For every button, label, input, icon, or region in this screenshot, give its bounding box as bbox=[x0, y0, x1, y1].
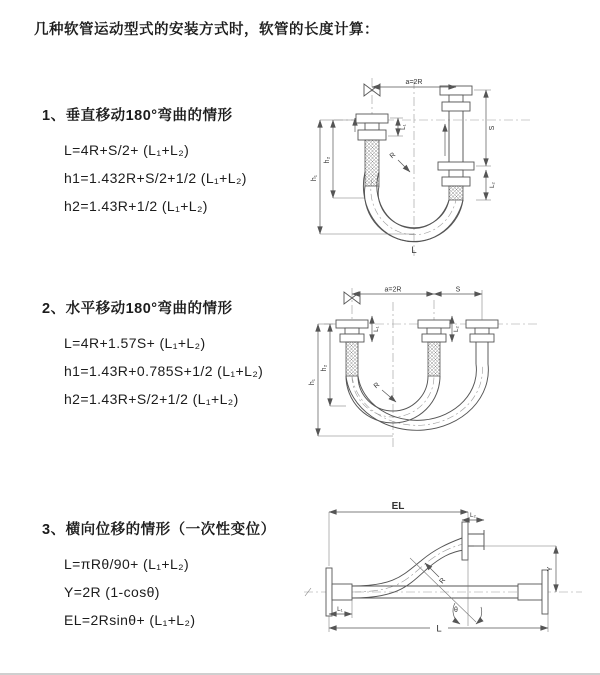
original-position-pipe bbox=[352, 570, 548, 614]
dim-label-width: a=2R bbox=[384, 286, 402, 294]
shifted-end-fitting bbox=[466, 320, 498, 364]
dim-label-l2: L₂ bbox=[470, 512, 476, 519]
angle-construction bbox=[410, 512, 482, 626]
centerlines bbox=[334, 78, 532, 256]
dim-label-length: L bbox=[436, 623, 442, 635]
left-end-fitting bbox=[356, 114, 388, 186]
formula-y: Y=2R (1-cosθ) bbox=[64, 584, 160, 600]
right-end-fitting bbox=[438, 86, 474, 200]
dim-label-h1: h₁ bbox=[309, 378, 316, 386]
dim-label-radius: R bbox=[388, 151, 398, 161]
formula-h2: h2=1.43R+1/2 (L₁+L₂) bbox=[64, 198, 208, 214]
dim-label-radius: R bbox=[372, 381, 382, 391]
dim-label-stroke: S bbox=[489, 125, 496, 131]
formula-h1: h1=1.43R+0.785S+1/2 (L₁+L₂) bbox=[64, 363, 264, 379]
formula-el: EL=2Rsinθ+ (L₁+L₂) bbox=[64, 612, 196, 628]
diagram-horizontal-180-bend bbox=[306, 286, 588, 454]
dim-label-theta: θ bbox=[454, 607, 458, 614]
section-3 bbox=[42, 518, 276, 634]
dim-label-h2: h₂ bbox=[321, 364, 328, 372]
dim-label-el: EL bbox=[391, 501, 405, 512]
formula-h2: h2=1.43R+S/2+1/2 (L₁+L₂) bbox=[64, 391, 239, 407]
formula-h1: h1=1.432R+S/2+1/2 (L₁+L₂) bbox=[64, 170, 247, 186]
page-title: 几种软管运动型式的安装方式时，软管的长度计算： bbox=[34, 22, 379, 38]
middle-end-fitting bbox=[418, 320, 450, 376]
dim-label-l1: L₁ bbox=[400, 124, 407, 130]
formula-length: L=πRθ/90+ (L₁+L₂) bbox=[64, 556, 190, 572]
section-2-formulas bbox=[64, 329, 263, 413]
diagram-lateral-displacement bbox=[298, 500, 588, 640]
dim-label-l2: L₂ bbox=[453, 326, 460, 332]
dim-label-l1: L₁ bbox=[337, 606, 343, 613]
dim-label-y: Y bbox=[547, 566, 554, 572]
section-3-heading: 3、横向位移的情形（一次性变位） bbox=[42, 522, 276, 538]
dim-label-l1: L₁ bbox=[373, 326, 380, 332]
section-2 bbox=[42, 297, 263, 413]
section-2-heading: 2、水平移动180°弯曲的情形 bbox=[42, 301, 233, 317]
dim-label-radius: R bbox=[438, 576, 448, 586]
dimension-lines bbox=[329, 501, 556, 635]
dimension-lines bbox=[309, 287, 482, 437]
dim-label-length: L bbox=[411, 245, 417, 256]
formula-length: L=4R+1.57S+ (L₁+L₂) bbox=[64, 335, 206, 351]
diagram-vertical-180-bend bbox=[306, 74, 578, 258]
dim-label-width: a=2R bbox=[405, 79, 423, 86]
dim-label-l2: L₂ bbox=[489, 182, 496, 188]
formula-length: L=4R+S/2+ (L₁+L₂) bbox=[64, 142, 190, 158]
section-1-formulas bbox=[64, 136, 247, 220]
displaced-hose bbox=[352, 522, 484, 598]
hose-u-bend bbox=[346, 364, 488, 430]
section-1 bbox=[42, 104, 247, 220]
left-end-fitting bbox=[336, 320, 368, 376]
section-1-heading: 1、垂直移动180°弯曲的情形 bbox=[42, 108, 233, 124]
dim-label-stroke: S bbox=[455, 286, 461, 294]
dim-label-h2: h₂ bbox=[324, 156, 331, 164]
dim-label-h1: h₁ bbox=[311, 174, 318, 182]
section-3-formulas bbox=[64, 550, 276, 634]
